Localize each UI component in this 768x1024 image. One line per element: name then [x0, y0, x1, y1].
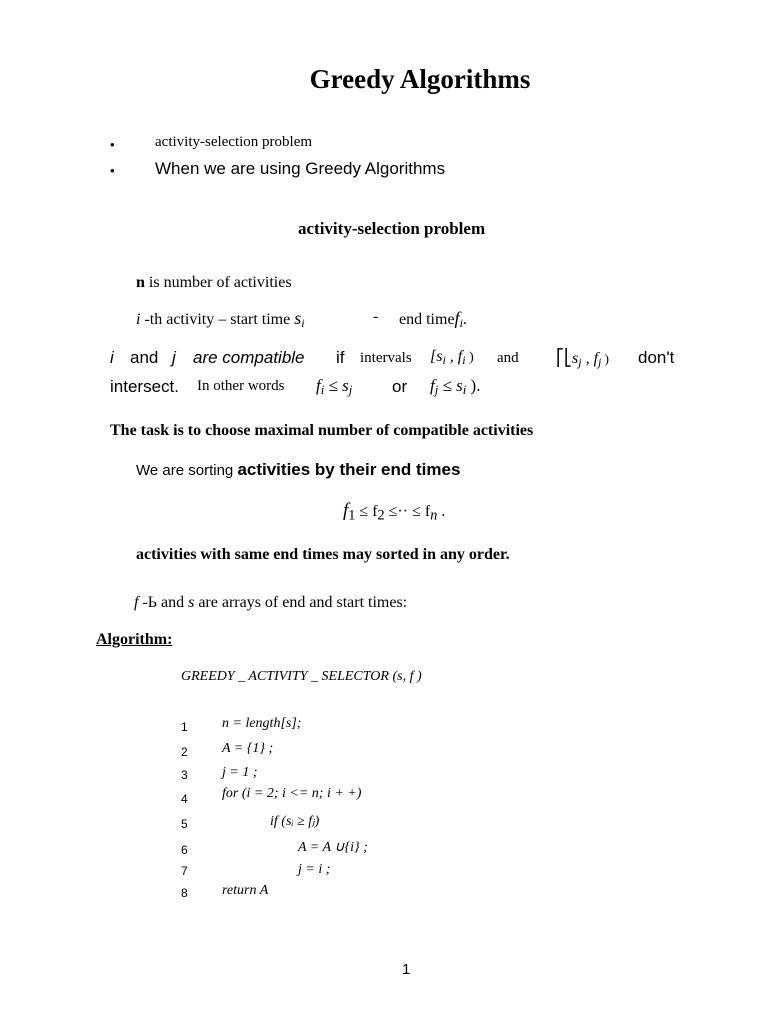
interval-i-close: ): [465, 350, 474, 365]
ineq2-sub2: i: [462, 383, 467, 398]
interval-i-sub: i: [442, 353, 446, 367]
ineq1-sub: i: [320, 383, 325, 398]
arrays-rest: are arrays of end and start times:: [194, 594, 408, 611]
interval-j-open: ⎡⎣: [556, 350, 572, 367]
order-subn: n: [430, 507, 438, 524]
bullet-item: [110, 136, 115, 154]
code-line-number: 6: [181, 843, 188, 857]
n-symbol: n: [136, 274, 145, 291]
compat-and2: and: [497, 350, 519, 366]
same-end-note: activities with same end times may sorted in any order.: [136, 546, 510, 563]
code-line: if (sᵢ ≥ fⱼ): [270, 814, 320, 829]
code-line-number: 4: [181, 792, 188, 806]
algorithm-label: Algorithm:: [96, 631, 173, 648]
code-line: n = length[s];: [222, 716, 302, 731]
function-signature: GREEDY _ ACTIVITY _ SELECTOR (s, f ): [181, 669, 422, 684]
bullet-text-when-using: When we are using Greedy Algorithms: [155, 159, 446, 178]
code-line-number: 3: [181, 768, 188, 782]
dash: -: [373, 308, 379, 325]
page-title: Greedy Algorithms: [309, 64, 531, 94]
end-time-text: end time: [399, 311, 455, 328]
bullet-marker: •: [110, 137, 115, 152]
interval-j-mid: , f: [581, 350, 599, 367]
ineq2-sub: j: [434, 383, 439, 398]
definition-n: [136, 274, 292, 292]
ineq2-f: f: [430, 376, 435, 395]
ineq2-close: ).: [466, 376, 481, 395]
definition-i: [136, 308, 305, 331]
bullet-item: [110, 162, 115, 180]
page-number: 1: [402, 961, 411, 978]
end-time-order: [343, 500, 445, 525]
definition-n-text: is number of activities: [144, 274, 292, 291]
code-line: return A: [222, 883, 269, 898]
code-line-number: 2: [181, 745, 188, 759]
compat-dont: don't: [638, 348, 675, 367]
code-line: for (i = 2; i <= n; i + +): [222, 786, 362, 801]
compat-intersect: intersect.: [110, 377, 179, 396]
ineq2-le: ≤ s: [438, 376, 463, 395]
arrays-mid: -Ь and: [138, 594, 189, 611]
inequality-2: [430, 376, 480, 398]
compat-are-compatible: are compatible: [193, 348, 305, 367]
code-line: j = 1 ;: [222, 765, 258, 780]
order-f1: f: [343, 500, 349, 521]
interval-i-open: [s: [430, 348, 443, 365]
code-line-number: 7: [181, 864, 188, 878]
interval-i-sub2: i: [462, 353, 466, 367]
s-subscript: i: [301, 316, 305, 330]
arrays-f: f: [134, 594, 139, 611]
compat-if: if: [336, 348, 345, 367]
end-time: [399, 308, 467, 331]
order-le1: ≤ f: [355, 503, 378, 520]
i-symbol: i: [136, 311, 141, 328]
section-heading: activity-selection problem: [298, 219, 486, 238]
bullet-text-activity-selection: activity-selection problem: [155, 134, 313, 150]
order-le2: ≤·· ≤ f: [384, 503, 431, 520]
compat-intervals: intervals: [360, 350, 412, 366]
code-line-number: 1: [181, 720, 188, 734]
sorting-line: [136, 460, 460, 480]
interval-j-close: ): [601, 351, 609, 366]
order-dot: .: [437, 503, 446, 520]
code-line-number: 5: [181, 817, 188, 831]
compat-i: i: [110, 348, 114, 367]
code-line: j = i ;: [298, 862, 331, 877]
task-statement: The task is to choose maximal number of compatible activities: [110, 422, 534, 439]
order-sub2: 2: [377, 507, 385, 524]
compat-other-words: In other words: [197, 378, 285, 394]
compat-or: or: [392, 377, 408, 396]
period: .: [462, 311, 467, 328]
ineq1-sub2: j: [348, 383, 353, 398]
ineq1-f: f: [316, 376, 321, 395]
inequality-1: [316, 376, 352, 398]
definition-i-text: -th activity – start time: [140, 311, 295, 328]
s-symbol: s: [294, 308, 302, 328]
code-line: A = A ∪{i} ;: [298, 840, 368, 855]
code-line-number: 8: [181, 886, 188, 900]
sorting-plain: We are sorting: [136, 462, 238, 479]
interval-i: [430, 348, 474, 368]
compat-and: and: [130, 348, 159, 367]
code-line: A = {1} ;: [222, 741, 274, 756]
interval-i-mid: , f: [445, 348, 463, 365]
interval-j-s: s: [572, 350, 579, 367]
bullet-marker: •: [110, 163, 115, 178]
interval-j: [556, 348, 609, 370]
interval-j-sub: j: [578, 355, 582, 369]
f-subscript: i: [459, 316, 463, 330]
sorting-bold: activities by their end times: [237, 460, 461, 479]
f-symbol: f: [454, 308, 460, 328]
interval-j-sub2: j: [598, 355, 602, 369]
order-sub1: 1: [348, 507, 356, 524]
ineq1-le: ≤ s: [324, 376, 349, 395]
compat-j: j: [172, 348, 176, 367]
arrays-note: [134, 594, 407, 612]
arrays-s: s: [188, 594, 195, 611]
